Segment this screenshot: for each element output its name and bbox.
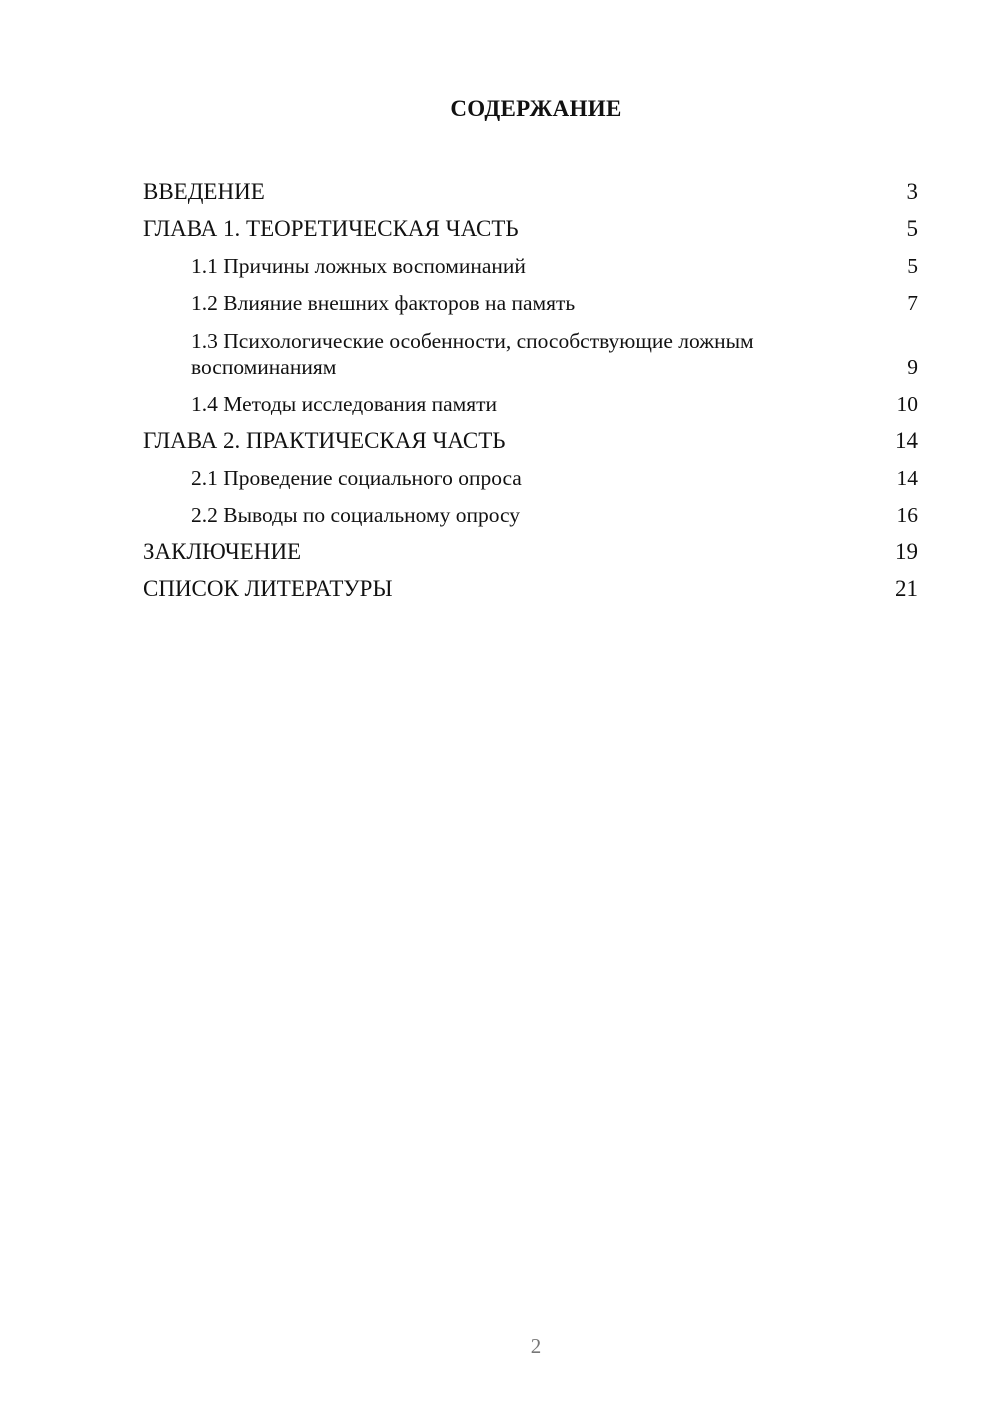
toc-entry-page: 10 [896, 392, 918, 416]
table-of-contents [143, 170, 918, 604]
toc-entry-page: 5 [906, 216, 918, 241]
toc-entry-page: 16 [896, 503, 918, 527]
toc-entry-page: 19 [895, 539, 918, 564]
toc-entry-section-1-2[interactable] [143, 281, 918, 318]
toc-entry-conclusion[interactable] [143, 530, 918, 567]
toc-entry-chapter-2[interactable] [143, 419, 918, 456]
toc-entry-section-2-2[interactable] [143, 493, 918, 530]
toc-entry-page: 7 [907, 291, 918, 315]
toc-entry-text: ГЛАВА 1. ТЕОРЕТИЧЕСКАЯ ЧАСТЬ [143, 216, 519, 241]
toc-title: СОДЕРЖАНИЕ [450, 96, 622, 121]
toc-entry-page: 21 [895, 576, 918, 601]
toc-entry-text: 1.4 Методы исследования памяти [191, 392, 498, 416]
page-number: 2 [530, 1334, 542, 1358]
toc-entry-text: 1.3 Психологические особенности, способствующие ложным воспоминаниям [191, 329, 754, 379]
toc-entry-page: 14 [896, 466, 918, 490]
toc-entry-page: 9 [907, 355, 918, 379]
toc-entry-page: 5 [907, 254, 918, 278]
toc-entry-page: 14 [895, 428, 918, 453]
toc-entry-section-1-3[interactable] [143, 318, 918, 382]
toc-entry-chapter-1[interactable] [143, 207, 918, 244]
toc-entry-text: 1.1 Причины ложных воспоминаний [191, 254, 526, 278]
toc-entry-introduction[interactable] [143, 170, 918, 207]
toc-entry-text: ЗАКЛЮЧЕНИЕ [143, 539, 302, 564]
toc-entry-text: ВВЕДЕНИЕ [143, 179, 265, 204]
toc-entry-section-2-1[interactable] [143, 456, 918, 493]
toc-entry-text: СПИСОК ЛИТЕРАТУРЫ [143, 576, 393, 601]
toc-entry-text: ГЛАВА 2. ПРАКТИЧЕСКАЯ ЧАСТЬ [143, 428, 506, 453]
toc-entry-text: 1.2 Влияние внешних факторов на память [191, 291, 576, 315]
toc-entry-page: 3 [906, 179, 918, 204]
toc-entry-references[interactable] [143, 567, 918, 604]
toc-entry-text: 2.1 Проведение социального опроса [191, 466, 522, 490]
toc-entry-text: 2.2 Выводы по социальному опросу [191, 503, 521, 527]
toc-entry-section-1-4[interactable] [143, 382, 918, 419]
toc-entry-section-1-1[interactable] [143, 244, 918, 281]
